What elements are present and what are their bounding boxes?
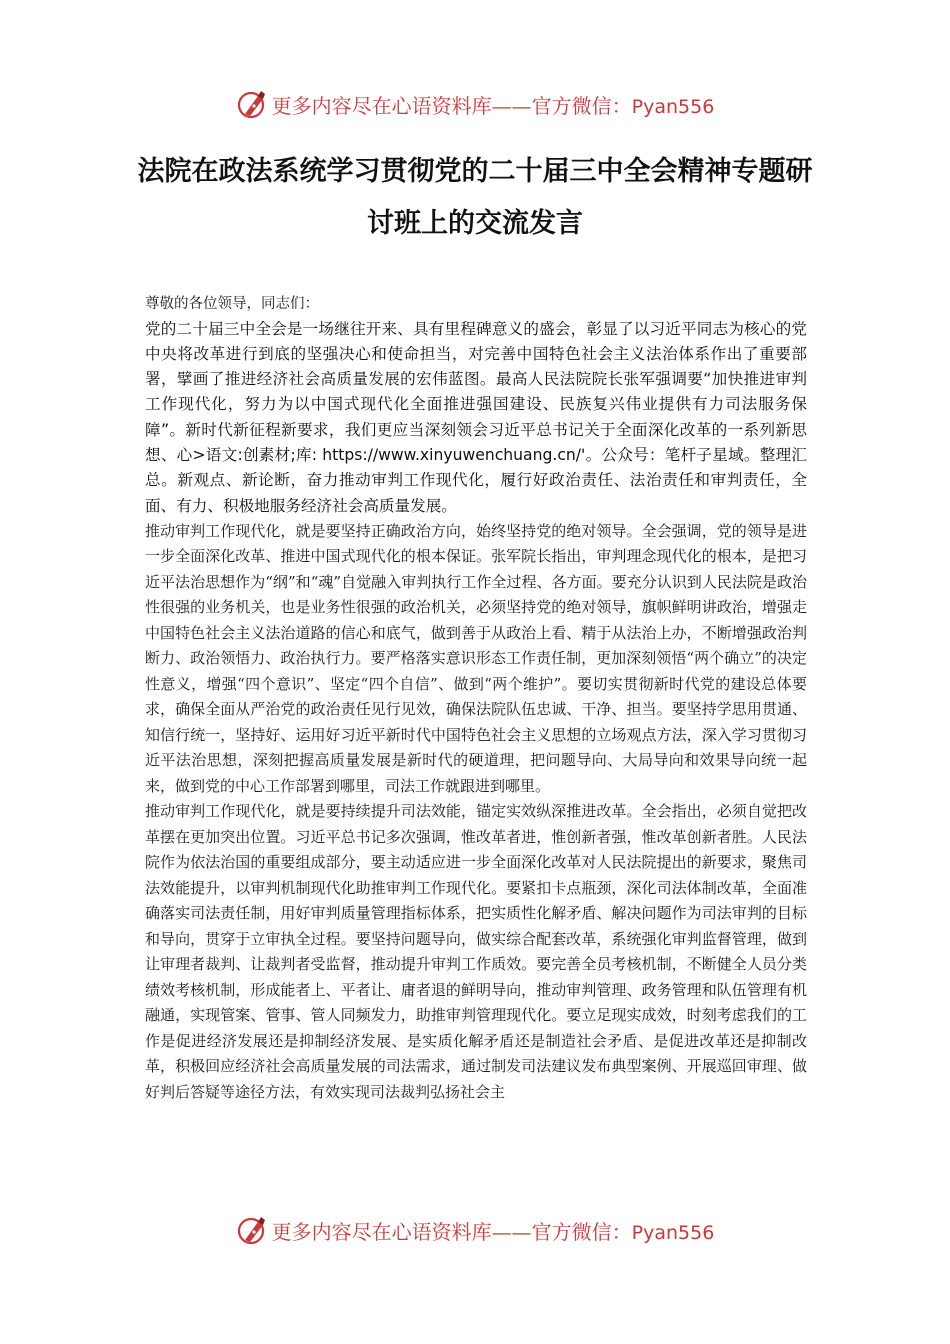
paragraph: 推动审判工作现代化，就是要坚持正确政治方向，始终坚持党的绝对领导。全会强调，党的领导是进一步全面深化改革、推进中国式现代化的根本保证。张军院长指出，审判理念现代化的根本，是把习近平法治思想作为“纲”和“魂”自觉融入审判执行工作全过程、各方面。要充分认识到人民法院是政治性很强的业务机关，也是业务性很强的政治机关，必须坚持党的绝对领导，旗帜鲜明讲政治，增强走中国特色社会主义法治道路的信心和底气，做到善于从政治上看、精于从法治上办，不断增强政治判断力、政治领悟力、政治执行力。要严格落实意识形态工作责任制，更加深刻领悟“两个确立”的决定性意义，增强“四个意识”、坚定“四个自信”、做到“两个维护”。要切实贯彻新时代党的建设总体要求，确保全面从严治党的政治责任见行见效，确保法院队伍忠诚、干净、担当。要坚持学思用贯通、知信行统一，坚持好、运用好习近平新时代中国特色社会主义思想的立场观点方法，深入学习贯彻习近平法治思想，深刻把握高质量发展是新时代的硬道理，把问题导向、大局导向和效果导向统一起来，做到党的中心工作部署到哪里，司法工作就跟进到哪里。 [145,521,807,795]
pen-nib-logo-icon [236,1214,268,1246]
wechat-id: Pyan556 [631,95,715,118]
footer-banner [0,1210,950,1250]
pen-nib-logo-icon [236,88,268,120]
greeting: 尊敬的各位领导，同志们： [145,296,319,312]
intro-paragraph: 党的二十届三中全会是一场继往开来、具有里程碑意义的盛会，彰显了以习近平同志为核心的党中央将改革进行到底的坚强决心和使命担当，对完善中国特色社会主义法治体系作出了重要部署，擘画了推进经济社会高质量发展的宏伟蓝图。最高人民法院院长张军强调要“加快推进审判工作现代化，努力为以中国式现代化全面推进强国建设、民族复兴伟业提供有力司法服务保障”。新时代新征程新要求，我们更应当深刻领会习近平总书记关于全面深化改革的一系列新思想、心>语文:创素材;库: https://www.xinyuwenchuang.cn/'。公众号：笔杆子星域。整理汇总。新观点、新论断，奋力推动审判工作现代化，履行好政治责任、法治责任和审判责任，全面、有力、积极地服务经济社会高质量发展。 [145,319,807,515]
header-banner [0,84,950,124]
document-body [145,292,807,1105]
paragraph: 推动审判工作现代化，就是要持续提升司法效能，锚定实效纵深推进改革。全会指出，必须自觉把改革摆在更加突出位置。习近平总书记多次强调，惟改革者进，惟创新者强，惟改革创新者胜。人民法院作为依法治国的重要组成部分，要主动适应进一步全面深化改革对人民法院提出的新要求，聚焦司法效能提升，以审判机制现代化助推审判工作现代化。要紧扣卡点瓶颈，深化司法体制改革，全面准确落实司法责任制，用好审判质量管理指标体系，把实质性化解矛盾、解决问题作为司法审判的目标和导向，贯穿于立审执全过程。要坚持问题导向，做实综合配套改革，系统强化审判监督管理，做到让审理者裁判、让裁判者受监督，推动提升审判工作质效。要完善全员考核机制，不断健全人员分类绩效考核机制，形成能者上、平者让、庸者退的鲜明导向，推动审判管理、政务管理和队伍管理有机融通，实现管案、管事、管人同频发力，助推审判管理现代化。要立足现实成效，时刻考虑我们的工作是促进经济发展还是抑制经济发展、是实质化解矛盾还是制造社会矛盾、是促进改革还是抑制改革，积极回应经济社会高质量发展的司法需求，通过制发司法建议发布典型案例、开展巡回审理、做好判后答疑等途径方法，有效实现司法裁判弘扬社会主 [145,802,807,1101]
wechat-id: Pyan556 [631,1221,715,1244]
banner-text: 更多内容尽在心语资料库——官方微信：Pyan556 [271,1219,715,1244]
banner-text: 更多内容尽在心语资料库——官方微信：Pyan556 [271,93,715,118]
page-title: 法院在政法系统学习贯彻党的二十届三中全会精神专题研讨班上的交流发言 [137,156,813,239]
